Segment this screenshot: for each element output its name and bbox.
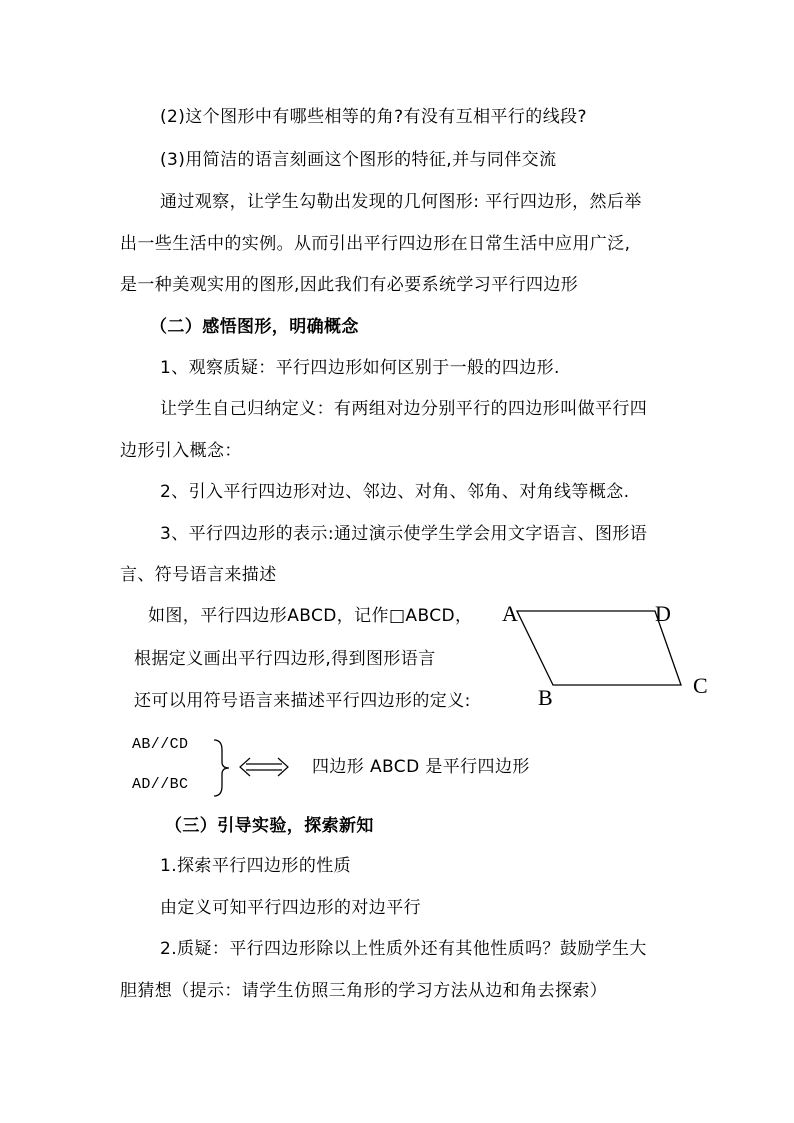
- symbol-ab-cd: AB//CD: [132, 736, 189, 753]
- definition-conclusion: 四边形 ABCD 是平行四边形: [312, 757, 530, 777]
- section-2-item-3-line1: 3、平行四边形的表示:通过演示使学生学会用文字语言、图形语: [160, 524, 648, 544]
- vertex-label-b: B: [538, 685, 553, 710]
- vertex-label-a: A: [502, 601, 518, 626]
- section-3-item-2-line1: 2.质疑：平行四边形除以上性质外还有其他性质吗？鼓励学生大: [160, 939, 647, 959]
- section-2-item-1: 1、观察质疑：平行四边形如何区别于一般的四边形.: [160, 358, 560, 378]
- double-arrow-icon: [238, 756, 290, 778]
- parallelogram-figure: [495, 595, 720, 710]
- section-3-item-1: 1.探索平行四边形的性质: [160, 856, 352, 876]
- right-brace-icon: [212, 738, 232, 798]
- paragraph-observe-line3: 是一种美观实用的图形,因此我们有必要系统学习平行四边形: [120, 275, 579, 295]
- question-3: (3)用简洁的语言刻画这个图形的特征,并与同伴交流: [160, 150, 557, 170]
- section-2-item-2: 2、引入平行四边形对边、邻边、对角、邻角、对角线等概念.: [160, 482, 630, 502]
- paragraph-observe-line2: 出一些生活中的实例。从而引出平行四边形在日常生活中应用广泛,: [120, 234, 631, 254]
- vertex-label-c: C: [693, 673, 708, 698]
- paragraph-observe-line1: 通过观察，让学生勾勒出发现的几何图形: 平行四边形，然后举: [160, 192, 642, 212]
- section-3-item-1-text: 由定义可知平行四边形的对边平行: [160, 898, 421, 918]
- definition-line1: 让学生自己归纳定义：有两组对边分别平行的四边形叫做平行四: [160, 399, 648, 419]
- figure-text-line1: 如图，平行四边形ABCD，记作□ABCD，: [148, 606, 473, 626]
- figure-text-line2: 根据定义画出平行四边形,得到图形语言: [134, 649, 436, 669]
- section-2-heading: （二）感悟图形，明确概念: [150, 317, 359, 337]
- question-2: (2)这个图形中有哪些相等的角?有没有互相平行的线段?: [160, 107, 587, 127]
- definition-line2: 边形引入概念：: [120, 441, 242, 461]
- section-2-item-3-line2: 言、符号语言来描述: [120, 565, 277, 585]
- section-3-heading: （三）引导实验，探索新知: [165, 816, 374, 836]
- vertex-label-d: D: [655, 601, 671, 626]
- section-3-item-2-line2: 胆猜想（提示：请学生仿照三角形的学习方法从边和角去探索）: [120, 981, 608, 1001]
- symbol-ad-bc: AD//BC: [132, 776, 189, 793]
- figure-text-line3: 还可以用符号语言来描述平行四边形的定义:: [134, 691, 471, 711]
